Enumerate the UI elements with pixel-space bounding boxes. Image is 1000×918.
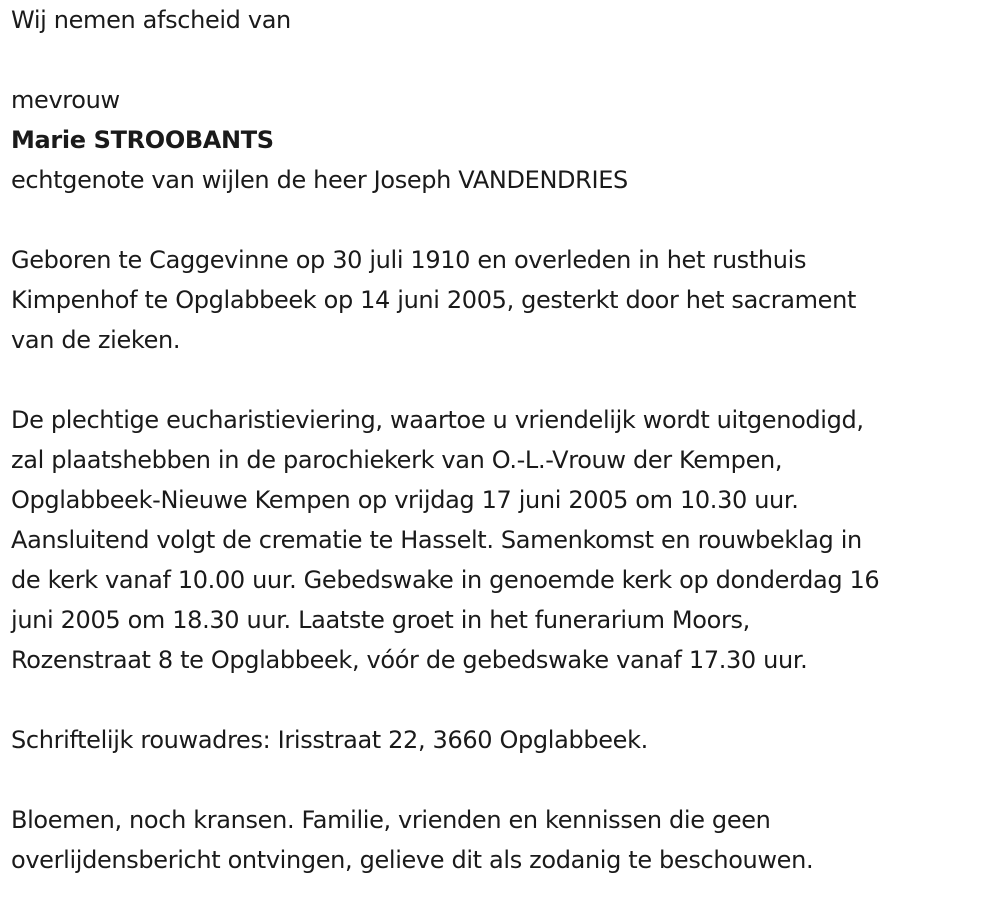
spacer — [11, 760, 996, 800]
spacer — [11, 360, 996, 400]
intro-line: Wij nemen afscheid van — [11, 6, 291, 34]
spacer — [11, 200, 996, 240]
ceremony-paragraph — [11, 400, 996, 680]
paragraph-line: van de zieken. — [11, 326, 181, 354]
paragraph-line: overlijdensbericht ontvingen, gelieve dit als zodanig te beschouwen. — [11, 846, 814, 874]
title-line: mevrouw — [11, 86, 120, 114]
paragraph-line: De plechtige eucharistieviering, waartoe u vriendelijk wordt uitgenodigd, — [11, 406, 864, 434]
paragraph-line: Aansluitend volgt de crematie te Hasselt. Samenkomst en rouwbeklag in — [11, 526, 862, 554]
paragraph-line: Kimpenhof te Opglabbeek op 14 juni 2005, gesterkt door het sacrament — [11, 286, 857, 314]
paragraph-line: Bloemen, noch kransen. Familie, vrienden en kennissen die geen — [11, 806, 771, 834]
paragraph-line: Rozenstraat 8 te Opglabbeek, vóór de gebedswake vanaf 17.30 uur. — [11, 646, 808, 674]
paragraph-line: Opglabbeek-Nieuwe Kempen op vrijdag 17 juni 2005 om 10.30 uur. — [11, 486, 799, 514]
spacer — [11, 40, 996, 80]
deceased-name: Marie STROOBANTS — [11, 126, 274, 154]
paragraph-line: zal plaatshebben in de parochiekerk van O.-L.-Vrouw der Kempen, — [11, 446, 783, 474]
flowers-paragraph — [11, 800, 996, 880]
spacer — [11, 680, 996, 720]
paragraph-line: Geboren te Caggevinne op 30 juli 1910 en overleden in het rusthuis — [11, 246, 807, 274]
obituary-notice — [11, 0, 996, 880]
paragraph-line: de kerk vanaf 10.00 uur. Gebedswake in genoemde kerk op donderdag 16 — [11, 566, 880, 594]
paragraph-line: juni 2005 om 18.30 uur. Laatste groet in het funerarium Moors, — [11, 606, 750, 634]
birth-death-paragraph — [11, 240, 996, 360]
mourning-address: Schriftelijk rouwadres: Irisstraat 22, 3660 Opglabbeek. — [11, 726, 648, 754]
spouse-line: echtgenote van wijlen de heer Joseph VANDENDRIES — [11, 166, 628, 194]
